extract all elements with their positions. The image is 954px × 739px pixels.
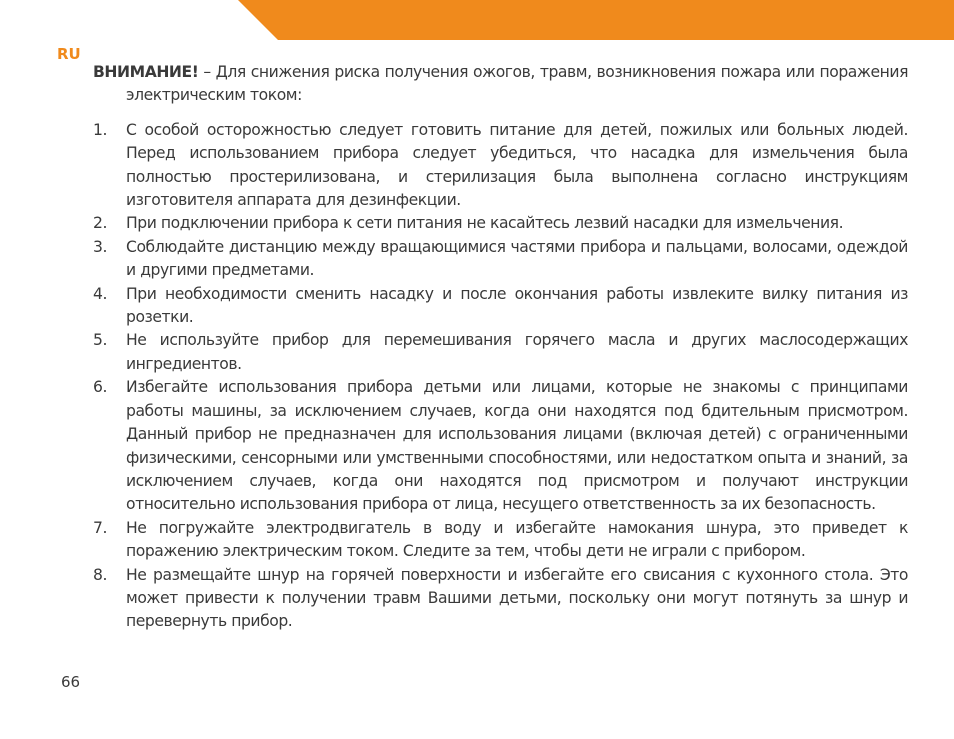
item-number: 6. — [93, 378, 107, 397]
list-item — [93, 376, 908, 516]
list-item — [93, 517, 908, 564]
list-item — [93, 329, 908, 376]
language-label: RU — [57, 45, 81, 63]
item-text: При необходимости сменить насадку и после окончания работы извлеките вилку питания из розетки. — [126, 284, 908, 327]
warning-text: – Для снижения риска получения ожогов, травм, возникновения пожара или поражения электрическим током: — [126, 63, 908, 105]
list-item — [93, 564, 908, 634]
item-text: Не используйте прибор для перемешивания горячего масла и других маслосодержащих ингредиентов. — [126, 331, 908, 373]
page-number: 66 — [61, 673, 81, 691]
safety-list — [93, 119, 908, 634]
item-text: Не размещайте шнур на горячей поверхности и избегайте его свисания с кухонного стола. Это может привести к получении травм Вашими детьми, поскольку они могут потянуть за шнур и перевернуть прибор. — [126, 565, 908, 631]
document-content — [93, 61, 908, 634]
warning-label: ВНИМАНИЕ! — [93, 63, 199, 81]
header-accent-bar — [238, 0, 954, 40]
item-number: 3. — [93, 237, 107, 256]
item-number: 4. — [93, 284, 107, 303]
item-text: С особой осторожностью следует готовить питание для детей, пожилых или больных людей. Перед использованием прибора следует убедиться, что насадка для измельчения была полностью простерилизована, и стерилизация была выполнена согласно инструкциям изготовителя аппарата для дезинфекции. — [126, 120, 908, 210]
item-text: Не погружайте электродвигатель в воду и избегайте намокания шнура, это приведет к поражению электрическим током. Следите за тем, чтобы дети не играли с прибором. — [126, 518, 908, 561]
list-item — [93, 212, 908, 235]
item-number: 7. — [93, 518, 107, 537]
item-number: 8. — [93, 565, 107, 584]
list-item — [93, 119, 908, 213]
item-text: При подключении прибора к сети питания не касайтесь лезвий насадки для измельчения. — [126, 214, 844, 233]
item-text: Соблюдайте дистанцию между вращающимися частями прибора и пальцами, волосами, одеждой и другими предметами. — [126, 237, 908, 280]
item-number: 2. — [93, 214, 107, 233]
item-number: 5. — [93, 331, 107, 350]
item-text: Избегайте использования прибора детьми или лицами, которые не знакомы с принципами работы машины, за исключением случаев, когда они находятся под бдительным присмотром. Данный прибор не предназначен для использования лицами (включая детей) с ограниченными физическими, сенсорными или умственными способностями, или недостатком опыта и знаний, за исключением случаев, когда они находятся под присмотром и получают инструкции относительно использования прибора от лица, несущего ответственность за их безопасность. — [126, 378, 908, 514]
item-number: 1. — [93, 120, 107, 139]
list-item — [93, 283, 908, 330]
warning-paragraph — [93, 61, 908, 108]
list-item — [93, 236, 908, 283]
